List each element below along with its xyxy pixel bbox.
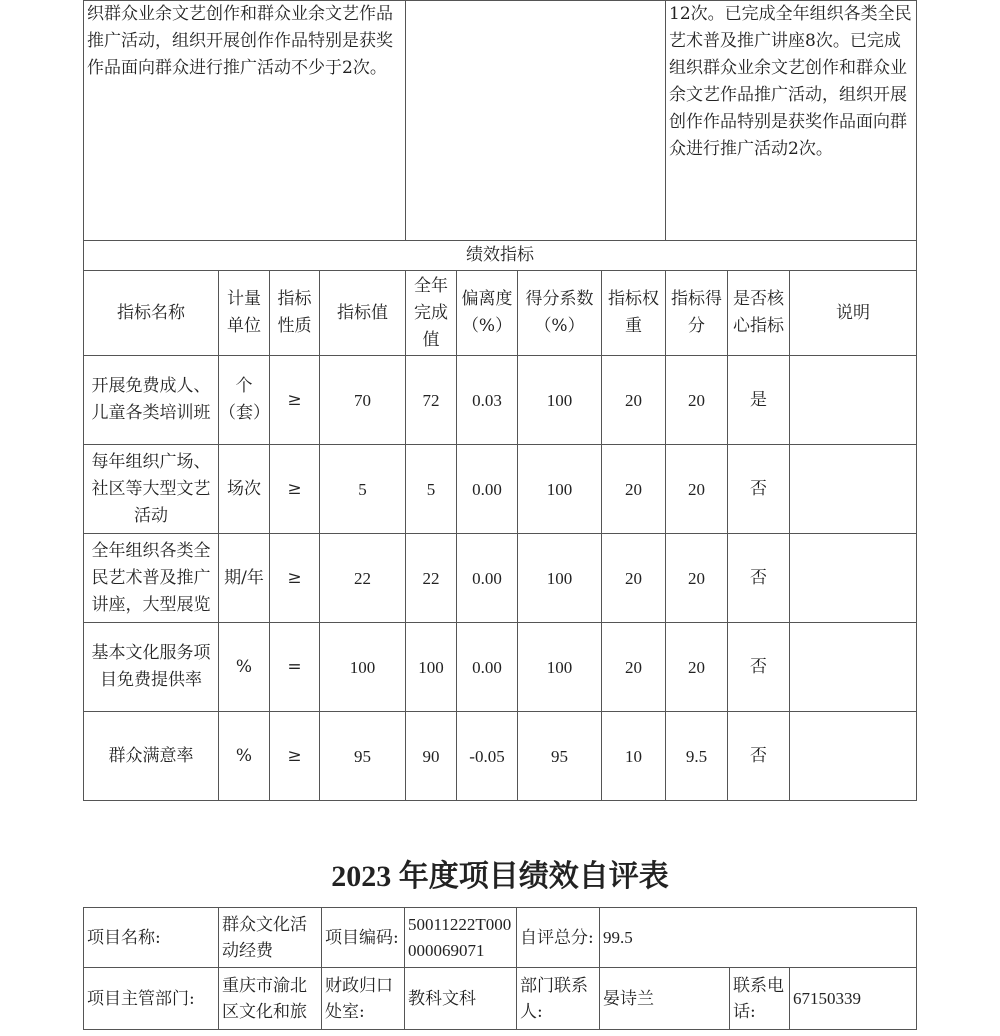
completed-cell: 22 — [406, 534, 457, 623]
header-unit: 计量单位 — [219, 271, 270, 356]
header-score: 指标得分 — [666, 271, 728, 356]
completed-cell: 100 — [406, 623, 457, 712]
score-cell: 9.5 — [666, 712, 728, 801]
completed-cell: 90 — [406, 712, 457, 801]
indicator-name: 全年组织各类全民艺术普及推广讲座，大型展览 — [84, 534, 219, 623]
header-deviation: 偏离度（%） — [457, 271, 518, 356]
performance-table — [83, 0, 917, 801]
header-target: 指标值 — [320, 271, 406, 356]
weight-cell: 20 — [602, 623, 666, 712]
score-cell: 20 — [666, 356, 728, 445]
coefficient-cell: 100 — [518, 445, 602, 534]
project-name-label: 项目名称: — [84, 908, 219, 968]
nature-cell: = — [270, 623, 320, 712]
project-name-value: 群众文化活动经费 — [219, 908, 322, 968]
note-cell — [790, 623, 917, 712]
section-title: 绩效指标 — [84, 241, 917, 271]
target-description-cell: 织群众业余文艺创作和群众业余文艺作品推广活动，组织开展创作作品特别是获奖作品面向群众进行推广活动不少于2次。 — [84, 1, 406, 241]
deviation-cell: 0.00 — [457, 623, 518, 712]
phone-value: 67150339 — [790, 968, 917, 1030]
project-name-row — [84, 908, 917, 968]
project-info-table — [83, 907, 917, 1030]
contact-label: 部门联系人: — [517, 968, 600, 1030]
total-score-value: 99.5 — [600, 908, 917, 968]
weight-cell: 20 — [602, 445, 666, 534]
unit-cell: 个（套） — [219, 356, 270, 445]
header-nature: 指标性质 — [270, 271, 320, 356]
project-code-value: 50011222T000000069071 — [405, 908, 517, 968]
contact-value: 晏诗兰 — [600, 968, 730, 1030]
table-row — [84, 623, 917, 712]
deviation-cell: -0.05 — [457, 712, 518, 801]
header-row — [84, 271, 917, 356]
unit-cell: 期/年 — [219, 534, 270, 623]
deviation-cell: 0.00 — [457, 534, 518, 623]
table-row — [84, 356, 917, 445]
unit-cell: % — [219, 623, 270, 712]
finance-office-value: 教科文科 — [405, 968, 517, 1030]
target-cell: 22 — [320, 534, 406, 623]
unit-cell: 场次 — [219, 445, 270, 534]
nature-cell: ≥ — [270, 534, 320, 623]
coefficient-cell: 100 — [518, 534, 602, 623]
header-note: 说明 — [790, 271, 917, 356]
core-cell: 否 — [728, 534, 790, 623]
score-cell: 20 — [666, 445, 728, 534]
core-cell: 否 — [728, 623, 790, 712]
deviation-cell: 0.03 — [457, 356, 518, 445]
phone-label: 联系电话: — [730, 968, 790, 1030]
note-cell — [790, 445, 917, 534]
middle-description-cell — [406, 1, 666, 241]
total-score-label: 自评总分: — [517, 908, 600, 968]
indicator-name: 基本文化服务项目免费提供率 — [84, 623, 219, 712]
indicator-name: 群众满意率 — [84, 712, 219, 801]
score-cell: 20 — [666, 623, 728, 712]
core-cell: 是 — [728, 356, 790, 445]
department-row — [84, 968, 917, 1030]
completed-cell: 5 — [406, 445, 457, 534]
department-label: 项目主管部门: — [84, 968, 219, 1030]
table-row — [84, 534, 917, 623]
project-code-label: 项目编码: — [322, 908, 405, 968]
completed-cell: 72 — [406, 356, 457, 445]
department-value: 重庆市渝北区文化和旅 — [219, 968, 322, 1030]
weight-cell: 20 — [602, 534, 666, 623]
table-row — [84, 712, 917, 801]
header-core: 是否核心指标 — [728, 271, 790, 356]
note-cell — [790, 712, 917, 801]
note-cell — [790, 356, 917, 445]
weight-cell: 10 — [602, 712, 666, 801]
score-cell: 20 — [666, 534, 728, 623]
indicator-name: 开展免费成人、儿童各类培训班 — [84, 356, 219, 445]
header-completed: 全年完成值 — [406, 271, 457, 356]
core-cell: 否 — [728, 712, 790, 801]
self-evaluation-title: 2023 年度项目绩效自评表 — [331, 860, 669, 893]
coefficient-cell: 100 — [518, 356, 602, 445]
target-cell: 100 — [320, 623, 406, 712]
completion-description-cell: 12次。已完成全年组织各类全民艺术普及推广讲座8次。已完成组织群众业余文艺创作和群众业余文艺作品推广活动，组织开展创作作品特别是获奖作品面向群众进行推广活动2次。 — [666, 1, 917, 241]
deviation-cell: 0.00 — [457, 445, 518, 534]
header-indicator-name: 指标名称 — [84, 271, 219, 356]
coefficient-cell: 100 — [518, 623, 602, 712]
header-weight: 指标权重 — [602, 271, 666, 356]
coefficient-cell: 95 — [518, 712, 602, 801]
unit-cell: % — [219, 712, 270, 801]
header-coefficient: 得分系数（%） — [518, 271, 602, 356]
target-cell: 95 — [320, 712, 406, 801]
core-cell: 否 — [728, 445, 790, 534]
description-row — [84, 1, 917, 241]
note-cell — [790, 534, 917, 623]
target-cell: 5 — [320, 445, 406, 534]
weight-cell: 20 — [602, 356, 666, 445]
nature-cell: ≥ — [270, 445, 320, 534]
finance-office-label: 财政归口处室: — [322, 968, 405, 1030]
nature-cell: ≥ — [270, 356, 320, 445]
target-cell: 70 — [320, 356, 406, 445]
indicator-name: 每年组织广场、社区等大型文艺活动 — [84, 445, 219, 534]
table-row — [84, 445, 917, 534]
nature-cell: ≥ — [270, 712, 320, 801]
